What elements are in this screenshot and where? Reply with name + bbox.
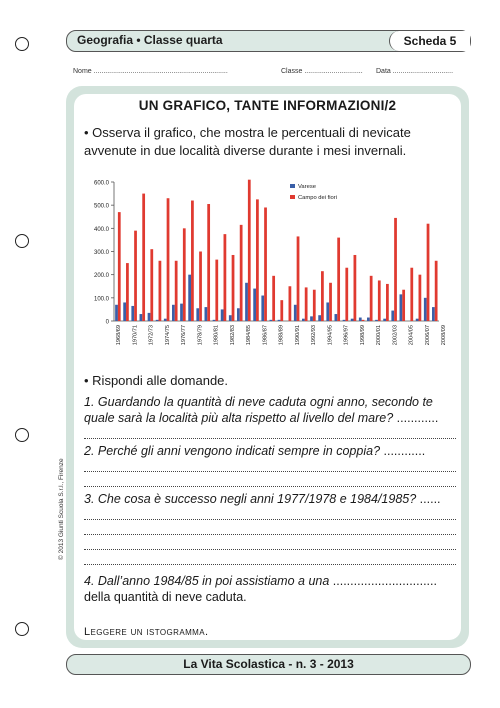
x-tick-label: 1986/87 bbox=[262, 325, 269, 346]
y-tick-label: 400.0 bbox=[93, 226, 109, 233]
bar-varese bbox=[221, 309, 224, 321]
binder-hole-4 bbox=[15, 622, 29, 636]
answer-line bbox=[84, 428, 456, 439]
name-line bbox=[73, 68, 473, 80]
bar-campo-dei-fiori bbox=[402, 290, 405, 321]
bar-varese bbox=[416, 319, 419, 321]
question-1 bbox=[84, 394, 462, 426]
question-3-dots: ...... bbox=[416, 492, 441, 506]
bar-varese bbox=[123, 302, 126, 321]
snowfall-chart bbox=[84, 170, 448, 368]
x-tick-label: 1978/79 bbox=[197, 325, 204, 346]
bar-varese bbox=[148, 313, 151, 321]
bar-varese bbox=[375, 320, 378, 321]
binder-hole-1 bbox=[15, 37, 29, 51]
x-tick-label: 1994/95 bbox=[327, 325, 334, 346]
bar-campo-dei-fiori bbox=[159, 261, 162, 321]
bar-varese bbox=[318, 315, 321, 321]
bar-campo-dei-fiori bbox=[272, 276, 275, 321]
x-tick-label: 1982/83 bbox=[229, 325, 236, 346]
bar-campo-dei-fiori bbox=[150, 249, 153, 321]
bar-campo-dei-fiori bbox=[370, 276, 373, 321]
question-2 bbox=[84, 443, 462, 459]
x-tick-label: 1968/69 bbox=[116, 325, 123, 346]
question-3-text: 3. Che cosa è successo negli anni 1977/1978 e 1984/1985? bbox=[84, 492, 417, 506]
bar-varese bbox=[140, 314, 143, 321]
x-tick-label: 1988/89 bbox=[278, 325, 285, 346]
bar-varese bbox=[245, 283, 248, 321]
y-tick-label: 600.0 bbox=[93, 180, 109, 187]
bar-varese bbox=[432, 307, 435, 321]
bar-campo-dei-fiori bbox=[280, 300, 283, 321]
x-tick-label: 1990/91 bbox=[294, 325, 301, 346]
chart-svg bbox=[84, 170, 448, 368]
skill-label: Leggere un istogramma. bbox=[84, 626, 209, 638]
x-tick-label: 2006/07 bbox=[424, 325, 431, 346]
question-1-dots: ............ bbox=[393, 411, 439, 425]
bar-campo-dei-fiori bbox=[289, 286, 292, 321]
x-tick-label: 2004/05 bbox=[408, 325, 415, 346]
bar-campo-dei-fiori bbox=[386, 284, 389, 321]
bar-varese bbox=[424, 298, 427, 321]
bar-campo-dei-fiori bbox=[256, 199, 259, 321]
legend-label: Campo dei fiori bbox=[298, 195, 337, 201]
legend-swatch bbox=[290, 195, 295, 199]
binder-hole-3 bbox=[15, 428, 29, 442]
answer-line bbox=[84, 524, 456, 535]
page-title: UN GRAFICO, TANTE INFORMAZIONI/2 bbox=[138, 98, 397, 113]
question-4-continued: della quantità di neve caduta. bbox=[84, 590, 247, 604]
bar-campo-dei-fiori bbox=[183, 228, 186, 321]
bar-varese bbox=[261, 296, 264, 321]
bar-varese bbox=[270, 320, 273, 321]
sheet-label: Scheda 5 bbox=[389, 31, 470, 51]
bar-campo-dei-fiori bbox=[118, 212, 121, 321]
bar-campo-dei-fiori bbox=[354, 255, 357, 321]
answer-line bbox=[84, 554, 456, 565]
bar-varese bbox=[229, 315, 232, 321]
bar-varese bbox=[351, 319, 354, 321]
bar-campo-dei-fiori bbox=[248, 180, 251, 321]
bar-varese bbox=[294, 305, 297, 321]
bar-campo-dei-fiori bbox=[264, 207, 267, 321]
y-tick-label: 0 bbox=[105, 319, 109, 326]
answer-intro: • Rispondi alle domande. bbox=[84, 373, 229, 388]
bar-varese bbox=[164, 319, 167, 321]
x-tick-label: 1970/71 bbox=[132, 325, 139, 346]
bar-campo-dei-fiori bbox=[175, 261, 178, 321]
class-field: Classe .............................. bbox=[281, 68, 363, 75]
bar-varese bbox=[335, 314, 338, 321]
bar-campo-dei-fiori bbox=[126, 263, 129, 321]
bar-campo-dei-fiori bbox=[410, 268, 413, 321]
bar-varese bbox=[131, 306, 134, 321]
x-tick-label: 1992/93 bbox=[311, 325, 318, 346]
bar-varese bbox=[180, 304, 183, 321]
bar-varese bbox=[156, 320, 159, 321]
y-tick-label: 200.0 bbox=[93, 273, 109, 280]
bar-varese bbox=[253, 289, 256, 321]
legend-swatch bbox=[290, 184, 295, 188]
bar-campo-dei-fiori bbox=[427, 224, 430, 321]
x-tick-label: 1974/75 bbox=[164, 325, 171, 346]
question-4 bbox=[84, 573, 462, 589]
bar-varese bbox=[205, 307, 208, 321]
bar-varese bbox=[172, 305, 175, 321]
bar-campo-dei-fiori bbox=[419, 275, 422, 321]
bar-campo-dei-fiori bbox=[297, 236, 300, 321]
x-tick-label: 2002/03 bbox=[392, 325, 399, 346]
x-tick-label: 1996/97 bbox=[343, 325, 350, 346]
bar-varese bbox=[278, 320, 281, 321]
bar-campo-dei-fiori bbox=[199, 252, 202, 322]
bar-varese bbox=[326, 302, 329, 321]
intro-text: • Osserva il grafico, che mostra le percentuali di nevicate avvenute in due località diverse durante i mesi invernali. bbox=[84, 125, 411, 158]
y-tick-label: 300.0 bbox=[93, 250, 109, 256]
copyright-note: © 2013 Giunti Scuola S.r.l., Firenze bbox=[58, 458, 65, 560]
bar-campo-dei-fiori bbox=[232, 255, 235, 321]
x-tick-label: 1998/99 bbox=[359, 325, 366, 346]
question-1-text: 1. Guardando la quantità di neve caduta ogni anno, secondo te quale sarà la località più alta rispetto al livello del mare? bbox=[84, 395, 433, 425]
bar-campo-dei-fiori bbox=[240, 225, 243, 321]
bar-campo-dei-fiori bbox=[142, 194, 145, 321]
bar-campo-dei-fiori bbox=[362, 320, 365, 321]
header-subject: Geografia • Classe quarta bbox=[77, 33, 223, 47]
name-field: Nome ..................................................................... bbox=[73, 68, 228, 75]
legend-label: Varese bbox=[298, 184, 316, 190]
bar-varese bbox=[391, 311, 394, 321]
x-tick-label: 2008/09 bbox=[441, 325, 448, 346]
question-4-text: 4. Dall’anno 1984/85 in poi assistiamo a una bbox=[84, 574, 330, 588]
bar-campo-dei-fiori bbox=[305, 287, 308, 321]
bar-campo-dei-fiori bbox=[313, 290, 316, 321]
binder-hole-2 bbox=[15, 234, 29, 248]
y-tick-label: 100.0 bbox=[93, 296, 109, 303]
answer-line bbox=[84, 509, 456, 520]
bar-campo-dei-fiori bbox=[394, 218, 397, 321]
bar-campo-dei-fiori bbox=[167, 198, 170, 321]
bar-varese bbox=[383, 319, 386, 321]
bar-campo-dei-fiori bbox=[337, 238, 340, 321]
answer-line bbox=[84, 476, 456, 487]
answer-line bbox=[84, 461, 456, 472]
x-tick-label: 1976/77 bbox=[181, 325, 188, 346]
x-tick-label: 1984/85 bbox=[246, 325, 253, 346]
question-2-text: 2. Perché gli anni vengono indicati sempre in coppia? bbox=[84, 444, 381, 458]
bar-varese bbox=[115, 305, 118, 321]
bar-varese bbox=[359, 318, 362, 321]
bar-campo-dei-fiori bbox=[378, 280, 381, 321]
answer-line bbox=[84, 539, 456, 550]
question-4-dots: .............................. bbox=[329, 574, 437, 588]
x-tick-label: 1972/73 bbox=[148, 325, 155, 346]
bar-varese bbox=[302, 319, 305, 321]
date-field: Data ............................... bbox=[376, 68, 454, 75]
bar-campo-dei-fiori bbox=[207, 204, 210, 321]
bar-campo-dei-fiori bbox=[329, 283, 332, 321]
bar-varese bbox=[196, 308, 199, 321]
bar-varese bbox=[237, 308, 240, 321]
bar-varese bbox=[367, 318, 370, 321]
bar-campo-dei-fiori bbox=[321, 271, 324, 321]
x-tick-label: 1980/81 bbox=[213, 325, 220, 346]
bar-campo-dei-fiori bbox=[435, 261, 438, 321]
bar-varese bbox=[400, 294, 403, 321]
bar-campo-dei-fiori bbox=[191, 201, 194, 321]
footer-bar: La Vita Scolastica - n. 3 - 2013 bbox=[66, 654, 471, 675]
bar-campo-dei-fiori bbox=[345, 268, 348, 321]
header-bar bbox=[66, 30, 471, 52]
question-3 bbox=[84, 491, 462, 507]
question-2-dots: ............ bbox=[380, 444, 426, 458]
bar-campo-dei-fiori bbox=[224, 234, 227, 321]
bar-varese bbox=[188, 275, 191, 321]
bar-campo-dei-fiori bbox=[215, 260, 218, 321]
y-tick-label: 500.0 bbox=[93, 203, 109, 210]
bar-varese bbox=[213, 320, 216, 321]
x-tick-label: 2000/01 bbox=[376, 325, 383, 346]
bar-varese bbox=[310, 316, 313, 321]
bar-varese bbox=[343, 320, 346, 321]
bar-campo-dei-fiori bbox=[134, 231, 137, 321]
